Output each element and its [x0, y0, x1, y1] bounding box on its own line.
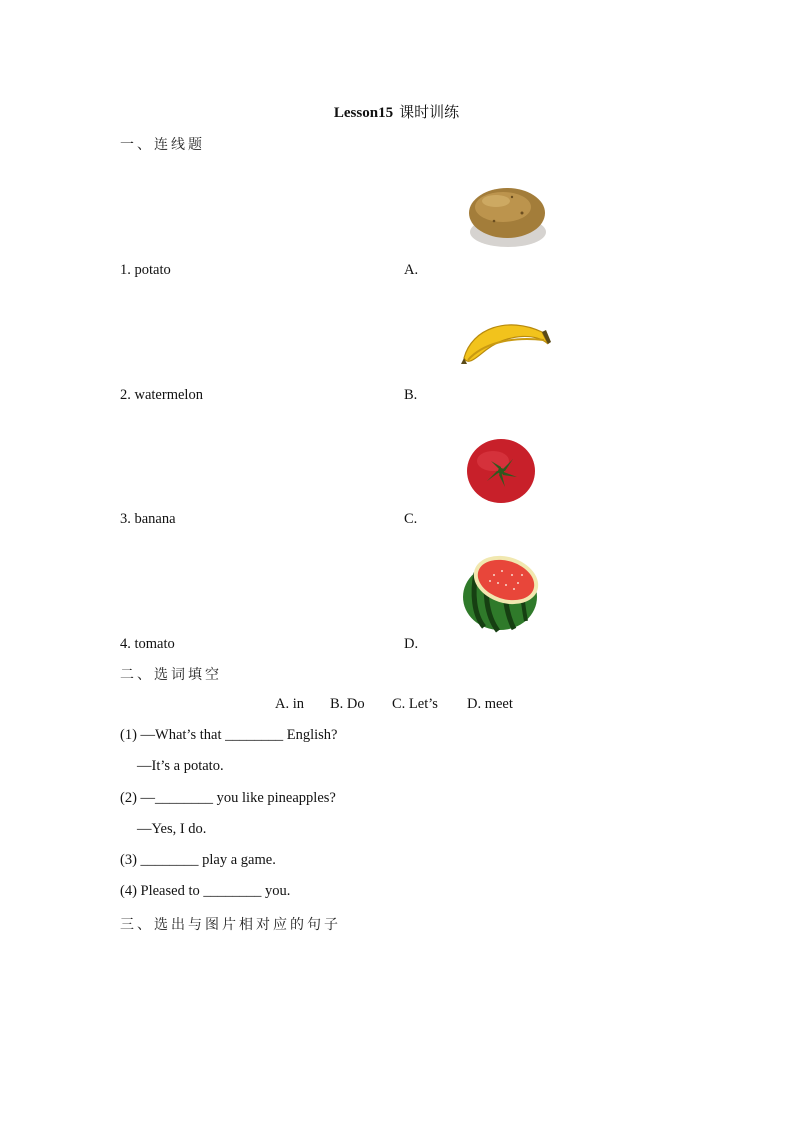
section3-heading: 三、选出与图片相对应的句子 [120, 917, 341, 933]
letter-c: C. [404, 511, 418, 527]
question-line: (1) —What’s that ________ English? [120, 727, 338, 743]
section1-heading: 一、连线题 [120, 137, 205, 153]
option-d: D. meet [467, 696, 513, 712]
page-title [0, 101, 793, 122]
word-tomato: 4. tomato [120, 636, 175, 652]
section2-heading: 二、选词填空 [120, 667, 222, 683]
answer-line: —Yes, I do. [137, 821, 207, 837]
letter-b: B. [404, 387, 418, 403]
answer-line: —It’s a potato. [137, 758, 224, 774]
option-a: A. in [275, 696, 304, 712]
word-banana: 3. banana [120, 511, 176, 527]
title-sub: 课时训练 [399, 105, 460, 121]
word-potato: 1. potato [120, 262, 171, 278]
question-line: (3) ________ play a game. [120, 852, 276, 868]
letter-d: D. [404, 636, 419, 652]
option-c: C. Let’s [392, 696, 438, 712]
banana-icon [458, 314, 552, 370]
tomato-icon [465, 437, 537, 505]
question-line: (4) Pleased to ________ you. [120, 883, 291, 899]
watermelon-icon [460, 553, 542, 633]
word-watermelon: 2. watermelon [120, 387, 203, 403]
potato-icon [464, 183, 550, 253]
title-main: Lesson15 [333, 105, 394, 121]
question-line: (2) —________ you like pineapples? [120, 790, 336, 806]
letter-a: A. [404, 262, 419, 278]
option-b: B. Do [330, 696, 365, 712]
